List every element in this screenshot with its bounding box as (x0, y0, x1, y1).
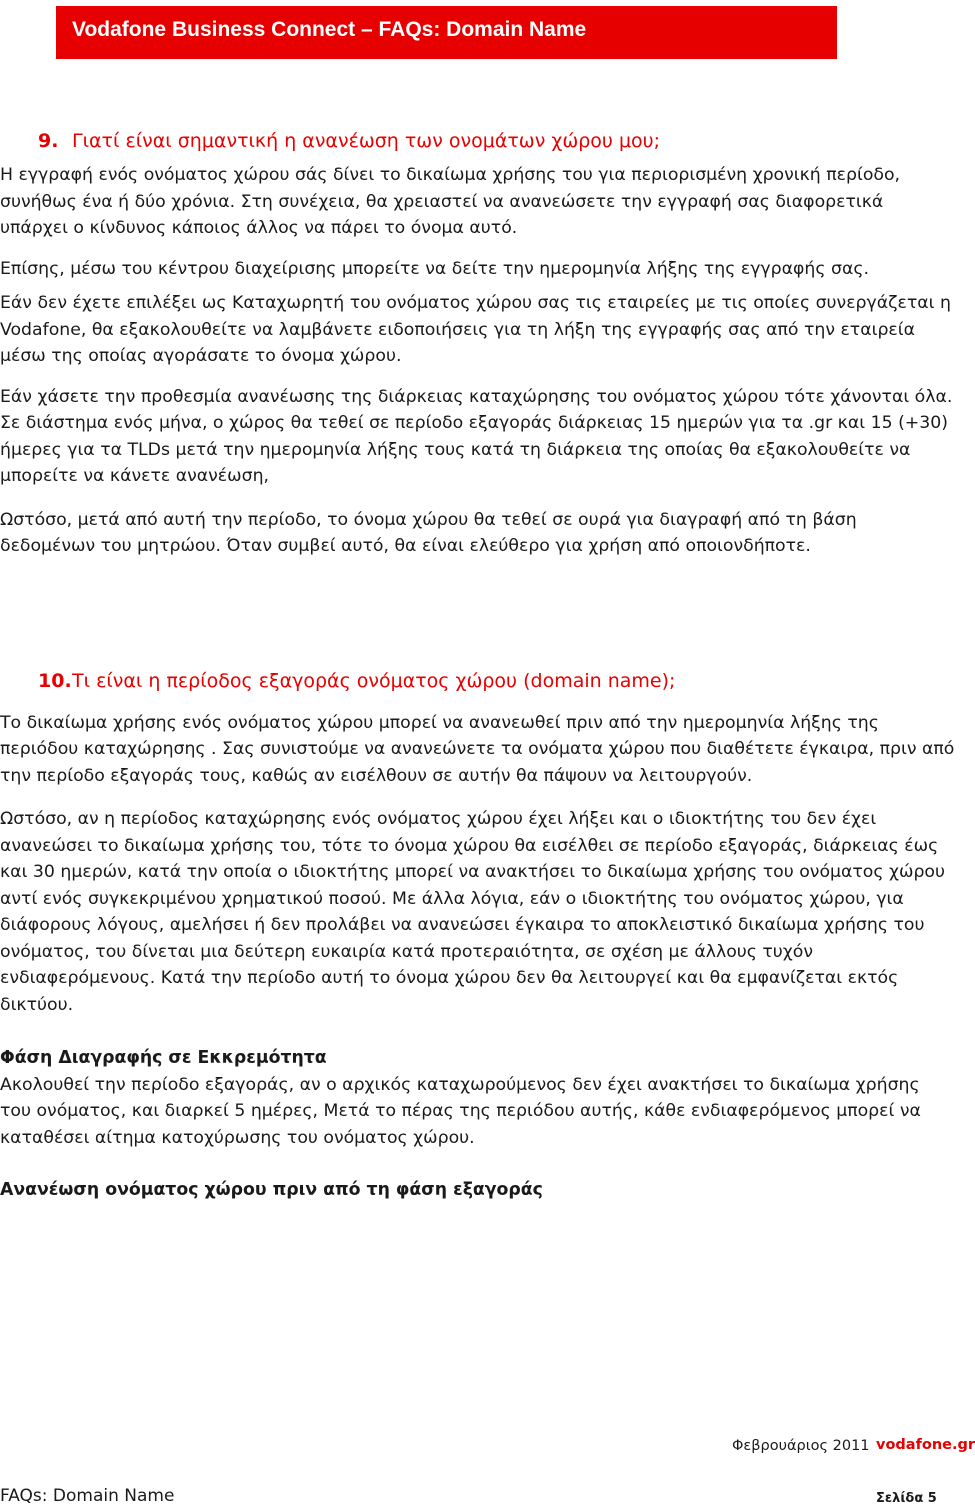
page-number: Σελίδα 5 (876, 1491, 937, 1506)
renewal-before-redemption-heading: Ανανέωση ονόματος χώρου πριν από τη φάση εξαγοράς (0, 1180, 543, 1200)
header-bar (56, 6, 837, 59)
footer-label: FAQs: Domain Name (0, 1486, 175, 1506)
document-title: Vodafone Business Connect – FAQs: Domain Name (72, 18, 587, 41)
section-9-paragraph-3: Εάν δεν έχετε επιλέξει ως Καταχωρητή του ονόματος χώρου σας τις εταιρείες με τις οποίες συνεργάζεται η Vodafone, θα εξακολουθείτε να λαμβάνετε ειδοποιήσεις για τη λήξη της εγγραφής σας από την εταιρεία μέσω της οποίας αγοράσατε το όνομα χώρου. (0, 293, 951, 366)
section-9-number: 9. (38, 130, 59, 152)
section-9-paragraph-2: Επίσης, μέσω του κέντρου διαχείρισης μπορείτε να δείτε την ημερομηνία λήξης της εγγραφής σας. (0, 258, 869, 279)
pending-delete-heading: Φάση Διαγραφής σε Εκκρεμότητα (0, 1048, 327, 1068)
footer-date: Φεβρουάριος 2011 (732, 1438, 870, 1454)
section-9-heading (0, 128, 955, 154)
section-9-paragraph-1: Η εγγραφή ενός ονόματος χώρου σάς δίνει το δικαίωμα χρήσης του για περιορισμένη χρονική περίοδο, συνήθως ένα ή δύο χρόνια. Στη συνέχεια, θα χρειαστεί να ανανεώσετε την εγγραφή σας διαφορετικά υπάρχει ο κίνδυνος κάποιος άλλος να πάρει το όνομα αυτό. (0, 165, 901, 238)
section-10-paragraph-1: Το δικαίωμα χρήσης ενός ονόματος χώρου μπορεί να ανανεωθεί πριν από την ημερομηνία λήξης της περιόδου καταχώρησης . Σας συνιστούμε να ανανεώνετε τα ονόματα χώρου που διαθέτετε έγκαιρα, πριν από την περίοδο εξαγοράς τους, καθώς αν εισέλθουν σε αυτήν θα πάψουν να λειτουργούν. (0, 712, 955, 786)
document-body (0, 128, 955, 1204)
section-10-paragraph-2: Ωστόσο, αν η περίοδος καταχώρησης ενός ονόματος χώρου έχει λήξει και ο ιδιοκτήτης του δεν έχει ανανεώσει το δικαίωμα χρήσης του, τότε το όνομα χώρου θα εισέλθει σε περίοδο εξαγοράς, διάρκειας έως και 30 ημερών, κατά την οποία ο ιδιοκτήτης μπορεί να ανακτήσει το δικαίωμα χρήσης του ονόματος χώρου αντί ενός συγκεκριμένου χρηματικού ποσού. Με άλλα λόγια, εάν ο ιδιοκτήτης του ονόματος χώρου, για διάφορους λόγους, αμελήσει ή δεν προλάβει να ανανεώσει έγκαιρα το αποκλειστικό δικαίωμα χρήσης του ονόματος, του δίνεται μια δεύτερη ευκαιρία κατά προτεραιότητα, σε σχέση με άλλους τυχόν ενδιαφερόμενους. Κατά την περίοδο αυτή το όνομα χώρου δεν θα λειτουργεί και θα εμφανίζεται εκτός δικτύου. (0, 809, 946, 1015)
section-10-title: Τι είναι η περίοδος εξαγοράς ονόματος χώρου (domain name); (72, 669, 676, 692)
section-9-paragraph-5: Ωστόσο, μετά από αυτή την περίοδο, το όνομα χώρου θα τεθεί σε ουρά για διαγραφή από τη βάση δεδομένων του μητρώου. Όταν συμβεί αυτό, θα είναι ελεύθερο για χρήση από οποιονδήποτε. (0, 509, 857, 556)
footer-brand: vodafone.gr (876, 1437, 975, 1453)
section-9-title: Γιατί είναι σημαντική η ανανέωση των ονομάτων χώρου μου; (72, 130, 661, 152)
section-10-heading (0, 668, 955, 694)
section-9-paragraph-4: Εάν χάσετε την προθεσμία ανανέωσης της διάρκειας καταχώρησης του ονόματος χώρου τότε χάνονται όλα. Σε διάστημα ενός μήνα, ο χώρος θα τεθεί σε περίοδο εξαγοράς διάρκειας 15 ημερών για τα .gr και 15 (+30) ήμερες για τα TLDs μετά την ημερομηνία λήξης τους κατά τη διάρκεια της οποίας θα εξακολουθείτε να μπορείτε να κάνετε ανανέωση, (0, 386, 953, 486)
section-10-number: 10. (38, 669, 72, 692)
section-10-paragraph-3: Ακολουθεί την περίοδο εξαγοράς, αν ο αρχικός καταχωρούμενος δεν έχει ανακτήσει το δικαίωμα χρήσης του ονόματος, και διαρκεί 5 ημέρες, Μετά το πέρας της περιόδου αυτής, κάθε ενδιαφερόμενος μπορεί να καταθέσει αίτημα κατοχύρωσης του ονόματος χώρου. (0, 1074, 921, 1148)
